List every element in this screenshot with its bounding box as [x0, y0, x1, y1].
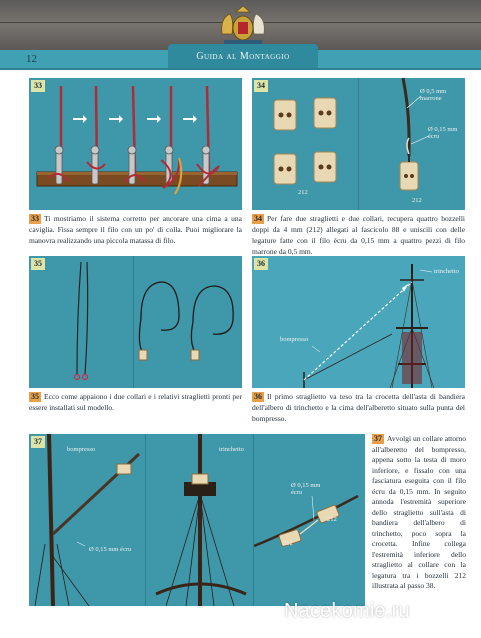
royal-crest-icon: [214, 4, 272, 48]
ecru-thread-label-37a: Ø 0,15 mm écru: [89, 546, 132, 553]
step-35-caption-number: 35: [31, 392, 39, 401]
block-212-label-a: 212: [327, 516, 337, 523]
step-35-caption: [29, 391, 242, 413]
block-212-label-right: 212: [412, 197, 422, 204]
step-35-badge: 35: [31, 258, 45, 270]
foremast-label-37: trinchetto: [219, 446, 244, 453]
bowsprit-label: bompresso: [280, 336, 309, 343]
step-37-panel: [29, 434, 365, 606]
step-33-badge: 33: [31, 80, 45, 92]
step-36-caption: [252, 391, 465, 424]
step-37-badge: 37: [31, 436, 45, 448]
foremast-bowsprit-illustration: [252, 256, 465, 388]
step-34-badge: 34: [254, 80, 268, 92]
foremast-label: trinchetto: [434, 268, 459, 275]
section-title: Guida al Montaggio: [196, 50, 290, 62]
step-34-caption-text: Per fare due straglietti e due collari, recupera quattro bozzelli doppi da 4 mm (212) allegati al fascicolo 88 e uniscili con delle legature fatte con il filo écru da 0,15 mm a quattro pezzi di filo marrone da 0,5 mm.: [252, 214, 465, 256]
step-34-caption: [252, 213, 465, 257]
page-number: 12: [26, 53, 37, 65]
step-35-caption-text: Ecco come appaiono i due collari e i relativi straglietti pronti per essere installati sul modello.: [29, 392, 242, 412]
step-37-caption-text: Avvolgi un collare attorno all'alberetto del bompresso, appena sotto la testa di moro inferiore, e fissalo con una fasciatura eseguita con il filo écru da 0,15 mm. In seguito annoda l'estremità superiore dello straglietto sull'asta di bandiera dell'albero di trinchetto, poco sopra la crocetta. Infine collega l'estremità inferiore dello straglietto al collare con la legatura tra i bozzelli 212 illustrata al passo 38.: [372, 434, 466, 590]
foremast-top-illustration: [146, 434, 254, 606]
collars-and-stays-illustration: [29, 256, 242, 388]
step-36-badge: 36: [254, 258, 268, 270]
step-33-caption: [29, 213, 242, 246]
step-37-caption-number: 37: [374, 434, 382, 443]
step-36-caption-number: 36: [254, 392, 262, 401]
step-33-caption-number: 33: [31, 214, 39, 223]
header-title-tab: [168, 44, 318, 68]
brown-thread-label: Ø 0,5 mm marrone: [420, 88, 447, 102]
block-212-label-left: 212: [298, 189, 308, 196]
bowsprit-collar-illustration: [29, 434, 145, 606]
step-36-caption-text: Il primo straglietto va teso tra la crocetta dell'asta di bandiera dell'albero di trinchetto e la cima dell'alberetto situato sulla punta del bompresso.: [252, 392, 465, 423]
ecru-thread-label-37b: Ø 0,15 mm écru: [291, 482, 321, 496]
step-36-panel: [252, 256, 465, 388]
step-34-panel: [252, 78, 465, 210]
step-33-caption-text: Ti mostriamo il sistema corretto per ancorare una cima a una caviglia. Fissa sempre il filo con un po' di colla. Puoi migliorare la manovra realizzando una piccola matassa di filo.: [29, 214, 242, 245]
ecru-thread-label: Ø 0,15 mm écru: [428, 126, 458, 140]
step-35-panel: [29, 256, 242, 388]
block-212-label-b: 212: [283, 540, 293, 547]
step-34-caption-number: 34: [254, 214, 262, 223]
belaying-pin-sequence-illustration: [29, 78, 242, 210]
bowsprit-label-37: bompresso: [67, 446, 96, 453]
step-37-caption: [372, 434, 466, 592]
block-lashing-illustration: [254, 434, 366, 606]
step-33-panel: [29, 78, 242, 210]
watermark: Nacekomie.ru: [284, 600, 410, 622]
